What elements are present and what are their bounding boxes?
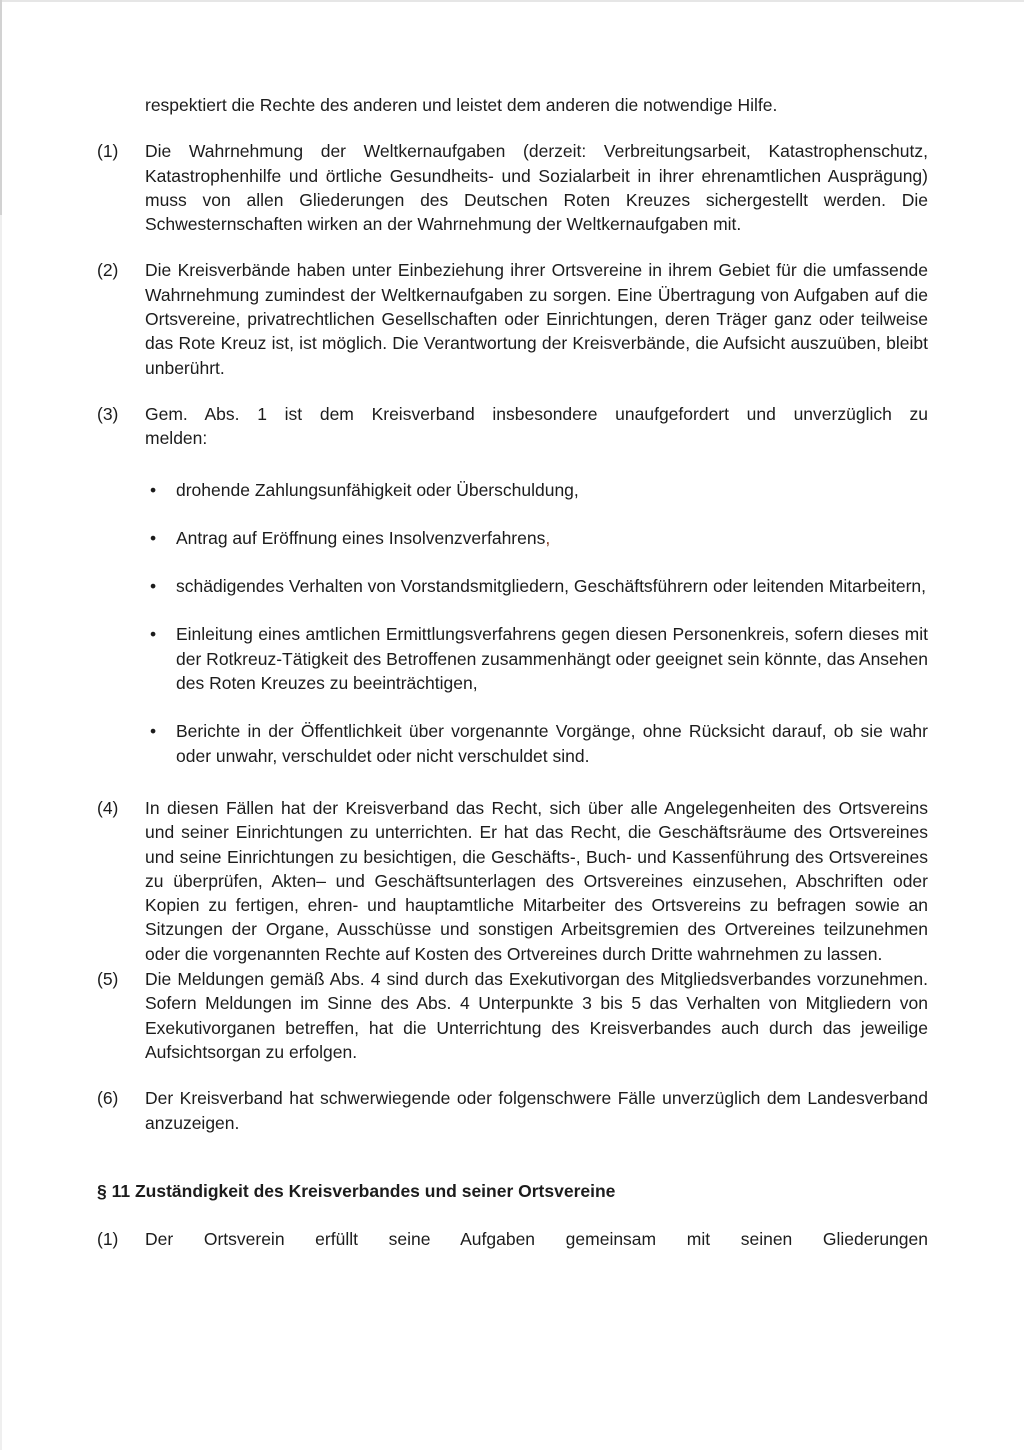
bullet-marker: • (150, 527, 157, 548)
paragraph-text: Die Kreisverbände haben unter Einbeziehung ihrer Ortsvereine in ihrem Gebiet für die umfassende Wahrnehmung zumindest der Weltkernaufgaben zu sorgen. Eine Übertragung von Aufgaben auf die Ortsvereine, privatrechtlichen Gesellschaften oder Einrichtungen, deren Träger ganz oder teilweise das Rote Kreuz ist, ist möglich. Die Verantwortung der Kreisverbände, die Aufsicht auszuüben, bleibt unberührt. (145, 260, 928, 378)
bullet-text-main: Antrag auf Eröffnung eines Insolvenzverfahrens (176, 527, 546, 548)
paragraph-text: In diesen Fällen hat der Kreisverband das Recht, sich über alle Angelegenheiten des Ortsvereins und seiner Einrichtungen zu unterrichten. Er hat das Recht, die Geschäftsräume des Ortsvereines und seine Einrichtungen zu besichtigen, die Geschäfts-, Buch- und Kassenführung des Ortsvereines zu überprüfen, Akten– und Geschäftsunterlagen des Ortsvereines einzusehen, Abschriften oder Kopien zu fertigen, ehren- und hauptamtliche Mitarbeiter des Ortsvereins zu befragen sowie an Sitzungen der Organe, Ausschüsse und sonstigen Arbeitsgremien des Ortvereines teilzunehmen oder die vorgenannten Rechte auf Kosten des Ortvereines durch Dritte wahrnehmen zu lassen. (145, 797, 928, 964)
paragraph-6 (97, 1086, 928, 1135)
bullet-marker: • (150, 624, 157, 645)
bullet-text: drohende Zahlungsunfähigkeit oder Überschuldung, (176, 479, 579, 500)
paragraph-1 (97, 139, 928, 236)
paragraph-number: (5) (97, 969, 119, 990)
paragraph-continuation (97, 1227, 928, 1251)
bullet-list (97, 478, 928, 768)
paragraph-text (145, 402, 928, 451)
paragraph-text: Der Ortsverein erfüllt seine Aufgaben gemeinsam mit seinen Gliederungen (145, 1229, 928, 1250)
bullet-text: Einleitung eines amtlichen Ermittlungsverfahrens gegen diesen Personenkreis, sofern dieses mit der Rotkreuz-Tätigkeit des Betroffenen zusammenhängt oder geeignet sein könnte, das Ansehen des Roten Kreuzes zu beeinträchtigen, (176, 624, 928, 694)
bullet-item-1 (150, 478, 928, 502)
paragraph-text-line2: melden: (145, 428, 208, 449)
bullet-item-3 (150, 574, 928, 598)
bullet-marker: • (150, 479, 157, 500)
bullet-text: schädigendes Verhalten von Vorstandsmitgliedern, Geschäftsführern oder leitenden Mitarbeitern, (176, 576, 927, 597)
bullet-marker: • (150, 721, 157, 742)
bullet-item-4 (150, 622, 928, 695)
paragraph-number: (6) (97, 1088, 119, 1109)
red-comma: , (545, 527, 551, 548)
paragraph-number: (4) (97, 797, 119, 818)
bullet-item-2 (150, 526, 928, 550)
paragraph-5 (97, 967, 928, 1064)
paragraph-number: (2) (97, 260, 119, 281)
paragraph-number: (3) (97, 403, 119, 424)
paragraph-text-line1: Gem. Abs. 1 ist dem Kreisverband insbesondere unaufgefordert und unverzüglich zu (145, 403, 928, 424)
paragraph-text: Die Wahrnehmung der Weltkernaufgaben (derzeit: Verbreitungsarbeit, Katastrophenschutz, Katastrophenhilfe und örtliche Gesundheits- und Sozialarbeit in ihrer ehrenamtlichen Ausprägung) muss von allen Gliederungen des Deutschen Roten Kreuzes sichergestellt werden. Die Schwesternschaften wirken an der Wahrnehmung der Weltkernaufgaben mit. (145, 141, 928, 235)
paragraph-2 (97, 258, 928, 379)
paragraph-number: (1) (97, 1229, 119, 1250)
intro-line: respektiert die Rechte des anderen und leistet dem anderen die notwendige Hilfe. (145, 95, 778, 115)
paragraph-3 (97, 402, 928, 451)
bullet-item-5 (150, 719, 928, 768)
paragraph-4 (97, 796, 928, 966)
section-heading: § 11 Zuständigkeit des Kreisverbandes und seiner Ortsvereine (97, 1180, 616, 1201)
bullet-text: Berichte in der Öffentlichkeit über vorgenannte Vorgänge, ohne Rücksicht darauf, ob sie wahr oder unwahr, verschuldet oder nicht verschuldet sind. (176, 721, 928, 766)
bullet-text (176, 526, 928, 550)
paragraph-text: Der Kreisverband hat schwerwiegende oder folgenschwere Fälle unverzüglich dem Landesverband anzuzeigen. (145, 1088, 928, 1133)
paragraph-text: Die Meldungen gemäß Abs. 4 sind durch das Exekutivorgan des Mitgliedsverbandes vorzunehmen. Sofern Meldungen im Sinne des Abs. 4 Unterpunkte 3 bis 5 das Verhalten von Mitgliedern von Exekutivorganen betreffen, hat die Unterrichtung des Kreisverbandes auch durch das jeweilige Aufsichtsorgan zu erfolgen. (145, 969, 928, 1062)
paragraph-number: (1) (97, 141, 119, 162)
bullet-marker: • (150, 576, 157, 597)
